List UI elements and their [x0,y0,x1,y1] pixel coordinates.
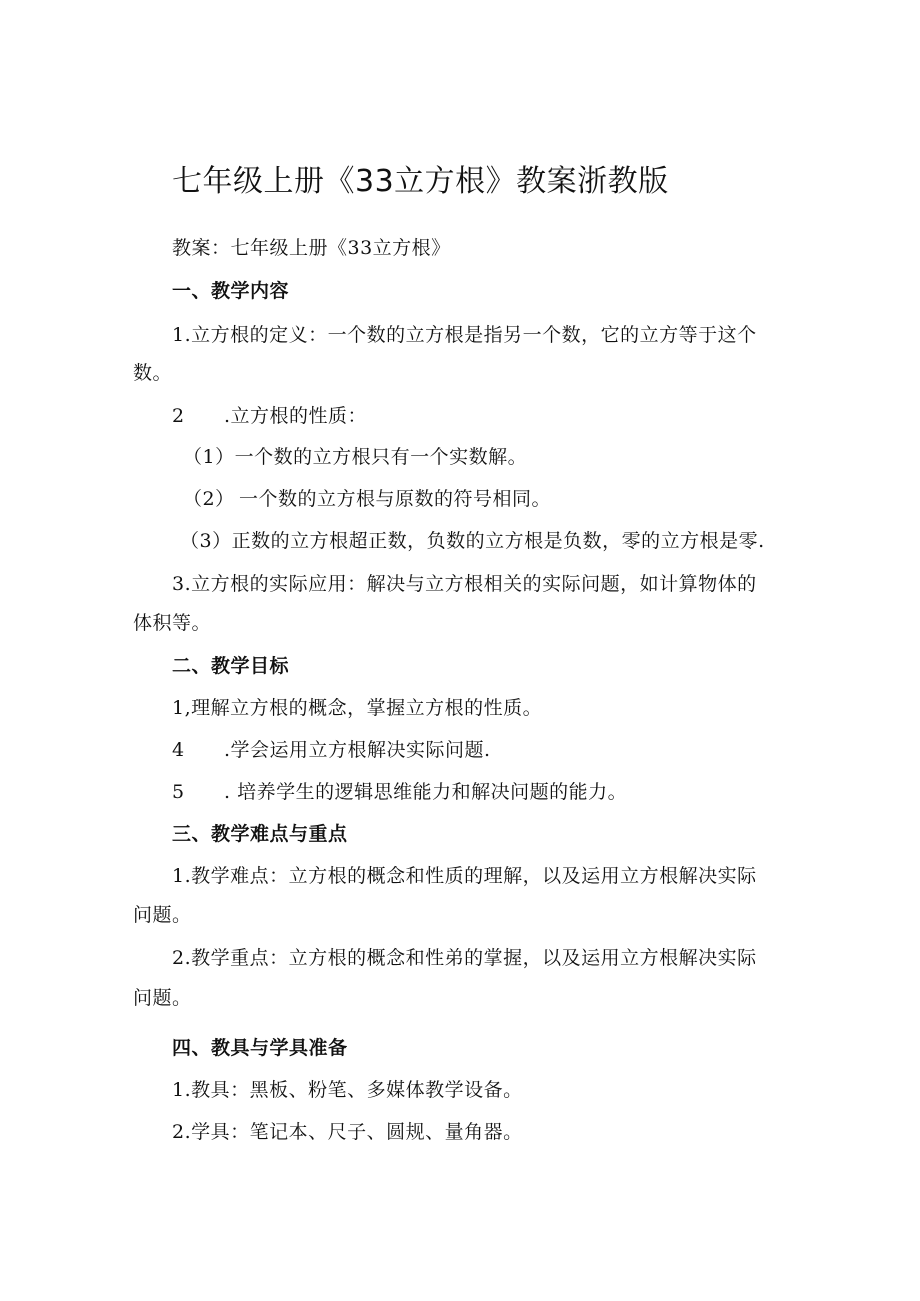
item-number: 4 [172,739,185,761]
content-item [172,780,627,804]
item-text: 一个数的立方根只有一个实数解。 [234,446,528,468]
item-text: .立方根的性质： [224,405,368,427]
item-number: 1 [172,1079,185,1101]
item-number: 2 [172,405,185,427]
item-number: 1 [172,324,185,346]
content-item [172,323,757,347]
document-subtitle: 教案：七年级上册《33立方根》 [172,237,451,259]
item-text: .立方根的实际应用：解决与立方根相关的实际问题，如计算物体的 [184,573,757,595]
item-text: 正数的立方根超正数，负数的立方根是负数，零的立方根是零. [231,530,765,552]
content-item [172,1120,523,1144]
content-item [172,696,542,720]
item-number: 3 [172,573,185,595]
item-text: .教学难点：立方根的概念和性质的理解，以及运用立方根解决实际 [184,865,757,887]
content-subitem [183,487,551,511]
section-heading-2: 二、教学目标 [172,655,290,677]
item-text: .学具：笔记本、尺子、圆规、量角器。 [184,1121,523,1143]
content-item [172,738,491,762]
item-text: . 培养学生的逻辑思维能力和解决问题的能力。 [224,781,628,803]
content-item-continuation: 问题。 [133,987,192,1009]
item-number: （1） [183,446,235,468]
content-item-continuation: 问题。 [133,904,192,926]
content-item [172,946,757,970]
item-text: .学会运用立方根解决实际问题. [224,739,491,761]
item-number: （2） [183,488,235,510]
item-number: 2 [172,947,185,969]
item-number: 5 [172,781,185,803]
content-subitem [180,529,765,553]
content-subitem [183,445,527,469]
document-title: 七年级上册《33立方根》教案浙教版 [172,164,669,199]
content-item [172,1078,523,1102]
item-text: .立方根的定义：一个数的立方根是指另一个数，它的立方等于这个 [184,324,757,346]
section-heading-1: 一、教学内容 [172,280,290,302]
item-number: （3） [180,530,232,552]
content-item [172,572,757,596]
item-text: 理解立方根的概念，掌握立方根的性质。 [191,697,543,719]
content-item-continuation: 数。 [133,362,173,384]
item-number: 2 [172,1121,185,1143]
content-item [172,404,367,428]
content-item-continuation: 体积等。 [133,612,212,634]
item-text: 一个数的立方根与原数的符号相同。 [239,488,552,510]
item-number: 1, [172,697,192,719]
item-text: .教具：黑板、粉笔、多媒体教学设备。 [184,1079,523,1101]
item-text: .教学重点：立方根的概念和性弟的掌握，以及运用立方根解决实际 [184,947,757,969]
section-heading-3: 三、教学难点与重点 [172,823,348,845]
content-item [172,864,757,888]
section-heading-4: 四、教具与学具准备 [172,1037,348,1059]
item-number: 1 [172,865,185,887]
